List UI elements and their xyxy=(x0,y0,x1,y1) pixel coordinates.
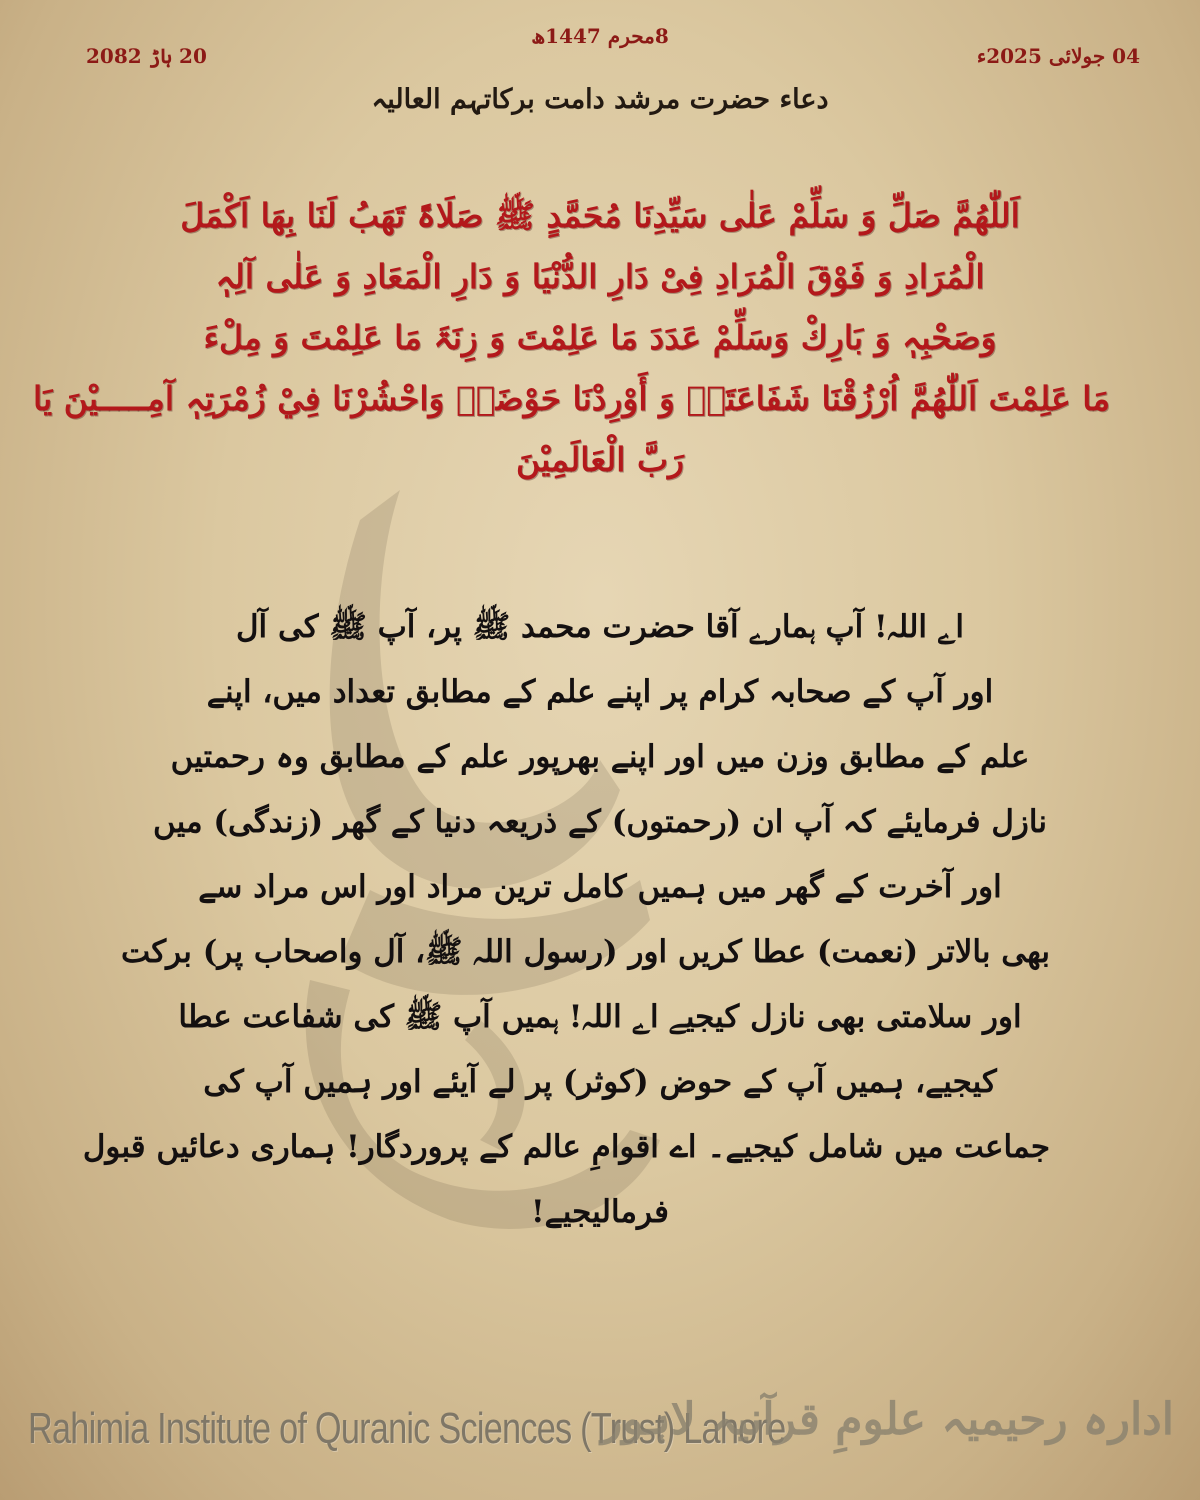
institute-name-english: Rahimia Institute of Quranic Sciences (Trust) Lahore xyxy=(28,1404,786,1453)
gregorian-date: 04 جولائی 2025ء xyxy=(976,44,1140,68)
urdu-translation-line: بھی بالاتر (نعمت) عطا کریں اور (رسول اللہ ﷺ، آل واصحاب پر) برکت xyxy=(120,934,1050,970)
urdu-translation-line: اور آخرت کے گھر میں ہمیں کامل ترین مراد اور اس مراد سے xyxy=(198,869,1002,905)
urdu-translation-line: اے اللہ! آپ ہمارے آقا حضرت محمد ﷺ پر، آپ ﷺ کی آل xyxy=(236,609,964,645)
arabic-dua-line: رَبَّ الْعَالَمِیْنَ xyxy=(516,440,684,479)
hijri-date: 8محرم 1447ھ xyxy=(531,24,669,48)
urdu-translation-line: نازل فرمایئے کہ آپ ان (رحمتوں) کے ذریعہ دنیا کے گھر (زندگی) میں xyxy=(153,804,1047,840)
arabic-dua xyxy=(33,185,1110,490)
urdu-translation-line: علم کے مطابق وزن میں اور اپنے بھرپور علم کے مطابق وہ رحمتیں xyxy=(170,739,1030,775)
page-title: دعاء حضرت مرشد دامت برکاتہم العالیہ xyxy=(371,84,829,115)
institute-name-urdu: ادارہ رحیمیہ علومِ قرآنیہ لاہور xyxy=(600,1394,1174,1445)
arabic-dua-line: الْمُرَادِ وَ فَوْقَ الْمُرَادِ فِیْ دَارِ الدُّنْیَا وَ دَارِ الْمَعَادِ وَ عَلٰی آلِہٖ xyxy=(215,257,985,296)
urdu-translation-line: اور آپ کے صحابہ کرام پر اپنے علم کے مطابق تعداد میں، اپنے xyxy=(206,674,994,710)
bikrami-date: 20 ہاڑ 2082 xyxy=(86,44,207,68)
arabic-dua-line: اَللّٰھُمَّ صَلِّ وَ سَلِّمْ عَلٰی سَیِّدِنَا مُحَمَّدٍ ﷺ صَلَاۃً تَھَبُ لَنَا بِھَا اَکْمَلَ xyxy=(180,196,1020,235)
urdu-translation-line: فرمالیجیے! xyxy=(531,1194,669,1230)
arabic-dua-line: وَصَحْبِہٖ وَ بَارِكْ وَسَلِّمْ عَدَدَ مَا عَلِمْتَ وَ زِنَۃَ مَا عَلِمْتَ وَ مِلْءَ xyxy=(203,318,997,357)
urdu-translation-line: اور سلامتی بھی نازل کیجیے اے اللہ! ہمیں آپ ﷺ کی شفاعت عطا xyxy=(178,999,1022,1035)
urdu-translation-line: جماعت میں شامل کیجیے۔ اے اقوامِ عالم کے پروردگار! ہماری دعائیں قبول xyxy=(82,1129,1050,1165)
urdu-translation xyxy=(82,595,1050,1245)
arabic-dua-line: مَا عَلِمْتَ اَللّٰھُمَّ اُرْزُقْنَا شَفَاعَتَہٗ وَ أَوْرِدْنَا حَوْضَہٗ وَاحْشُرْنَا فِيْ زُمْرَتِہٖ آمِـــــیْنَ یَا xyxy=(33,379,1110,418)
urdu-translation-line: کیجیے، ہمیں آپ کے حوض (کوثر) پر لے آیئے اور ہمیں آپ کی xyxy=(203,1064,997,1100)
date-header xyxy=(70,44,1140,78)
